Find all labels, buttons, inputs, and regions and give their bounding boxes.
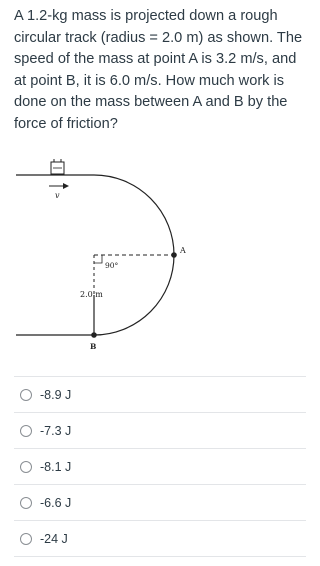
radio-button[interactable]	[20, 533, 32, 545]
radio-button[interactable]	[20, 497, 32, 509]
point-a	[171, 252, 177, 258]
radio-button[interactable]	[20, 425, 32, 437]
answer-label: -24 J	[40, 531, 68, 546]
radio-button[interactable]	[20, 461, 32, 473]
point-b	[91, 332, 97, 338]
track-diagram	[0, 150, 320, 365]
answer-label: -6.6 J	[40, 495, 72, 510]
radius-label: 2.0 m	[80, 290, 103, 299]
right-angle-marker	[94, 255, 102, 263]
mass-block	[51, 159, 64, 174]
answer-option[interactable]	[14, 484, 306, 520]
answer-label: -7.3 J	[40, 423, 72, 438]
velocity-arrow	[49, 183, 69, 189]
angle-label: 90°	[105, 261, 119, 270]
answer-option[interactable]	[14, 448, 306, 484]
answer-list	[14, 376, 306, 557]
answer-option[interactable]	[14, 412, 306, 448]
radio-button[interactable]	[20, 389, 32, 401]
velocity-label: v	[55, 191, 60, 200]
answer-label: -8.9 J	[40, 387, 72, 402]
answer-option[interactable]	[14, 376, 306, 412]
point-b-label: B	[90, 342, 97, 351]
answer-option[interactable]	[14, 520, 306, 557]
question-text: A 1.2-kg mass is projected down a rough circular track (radius = 2.0 m) as shown. The speed of the mass at point A is 3.2 m/s, and at point B, it is 6.0 m/s. How much work is done on the mass between A and B by the force of friction?	[14, 8, 303, 132]
answer-label: -8.1 J	[40, 459, 72, 474]
point-a-label: A	[180, 246, 186, 255]
circular-track	[94, 175, 174, 335]
